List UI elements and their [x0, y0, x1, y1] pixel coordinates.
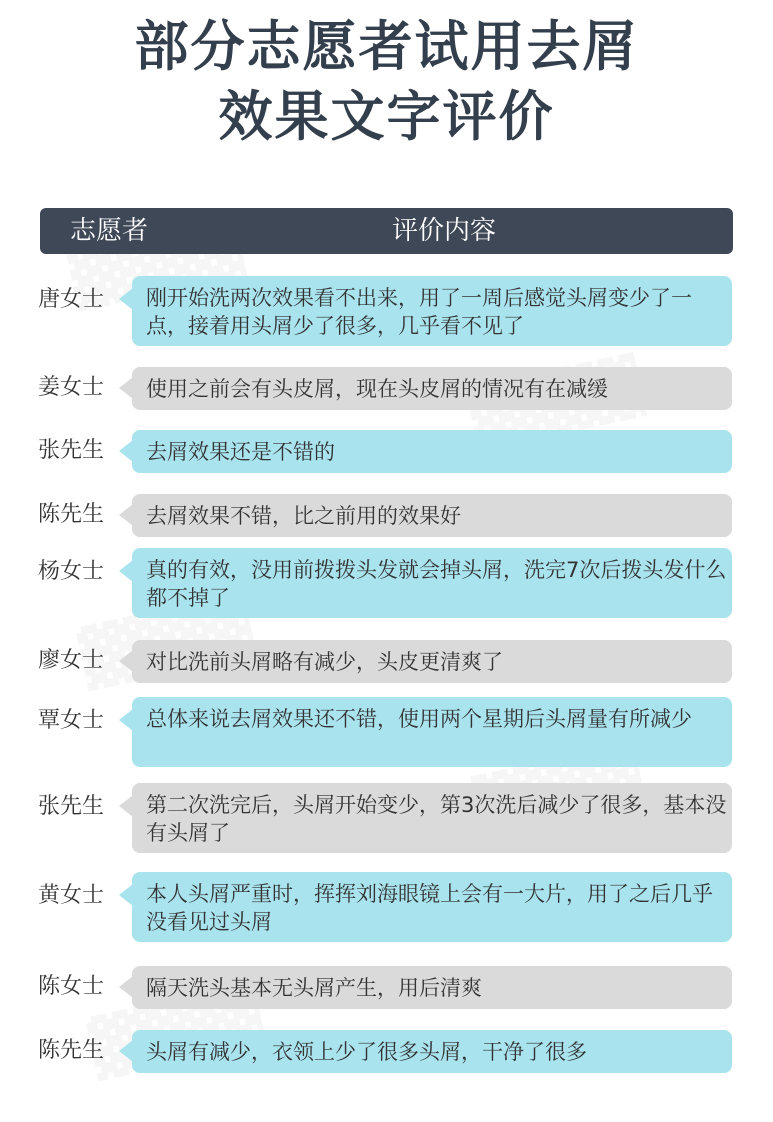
comment-bubble: 隔天洗头基本无头屑产生，用后清爽 — [132, 966, 732, 1009]
comment-bubble: 刚开始洗两次效果看不出来，用了一周后感觉头屑变少了一点，接着用头屑少了很多，几乎看不见了 — [132, 276, 732, 346]
volunteer-name: 黄女士 — [38, 883, 105, 908]
bubble-pointer — [119, 440, 133, 462]
volunteer-name: 陈女士 — [38, 974, 105, 999]
volunteer-name: 陈先生 — [38, 502, 105, 527]
bubble-pointer — [119, 884, 133, 906]
volunteer-name: 廖女士 — [38, 648, 105, 673]
comment-bubble: 头屑有减少，衣领上少了很多头屑，干净了很多 — [132, 1030, 732, 1073]
bubble-pointer — [119, 504, 133, 526]
comment-bubble: 总体来说去屑效果还不错，使用两个星期后头屑量有所减少 — [132, 697, 732, 767]
bubble-pointer — [119, 795, 133, 817]
table-header — [40, 208, 733, 254]
volunteer-name: 张先生 — [38, 794, 105, 819]
volunteer-name: 覃女士 — [38, 708, 105, 733]
volunteer-name: 陈先生 — [38, 1038, 105, 1063]
volunteer-name: 杨女士 — [38, 559, 105, 584]
header-comment: 评价内容 — [392, 216, 497, 246]
volunteer-name: 姜女士 — [38, 375, 105, 400]
header-volunteer: 志愿者 — [70, 216, 149, 246]
bubble-pointer — [119, 288, 133, 310]
comment-bubble: 真的有效，没用前拨拨头发就会掉头屑，洗完7次后拨头发什么都不掉了 — [132, 548, 732, 618]
comment-bubble: 本人头屑严重时，挥挥刘海眼镜上会有一大片，用了之后几乎没看见过头屑 — [132, 872, 732, 942]
comment-bubble: 第二次洗完后，头屑开始变少，第3次洗后减少了很多，基本没有头屑了 — [132, 783, 732, 853]
page-title-line-2: 效果文字评价 — [218, 85, 555, 148]
bubble-pointer — [119, 1040, 133, 1062]
comment-bubble: 对比洗前头屑略有减少，头皮更清爽了 — [132, 640, 732, 683]
bubble-pointer — [119, 377, 133, 399]
comment-bubble: 去屑效果不错，比之前用的效果好 — [132, 494, 732, 537]
volunteer-name: 唐女士 — [38, 287, 105, 312]
page-title-line-1: 部分志愿者试用去屑 — [134, 15, 639, 78]
bubble-pointer — [119, 709, 133, 731]
bubble-pointer — [119, 650, 133, 672]
bubble-pointer — [119, 560, 133, 582]
volunteer-name: 张先生 — [38, 438, 105, 463]
comment-bubble: 去屑效果还是不错的 — [132, 430, 732, 473]
comment-bubble: 使用之前会有头皮屑，现在头皮屑的情况有在减缓 — [132, 367, 732, 410]
bubble-pointer — [119, 976, 133, 998]
